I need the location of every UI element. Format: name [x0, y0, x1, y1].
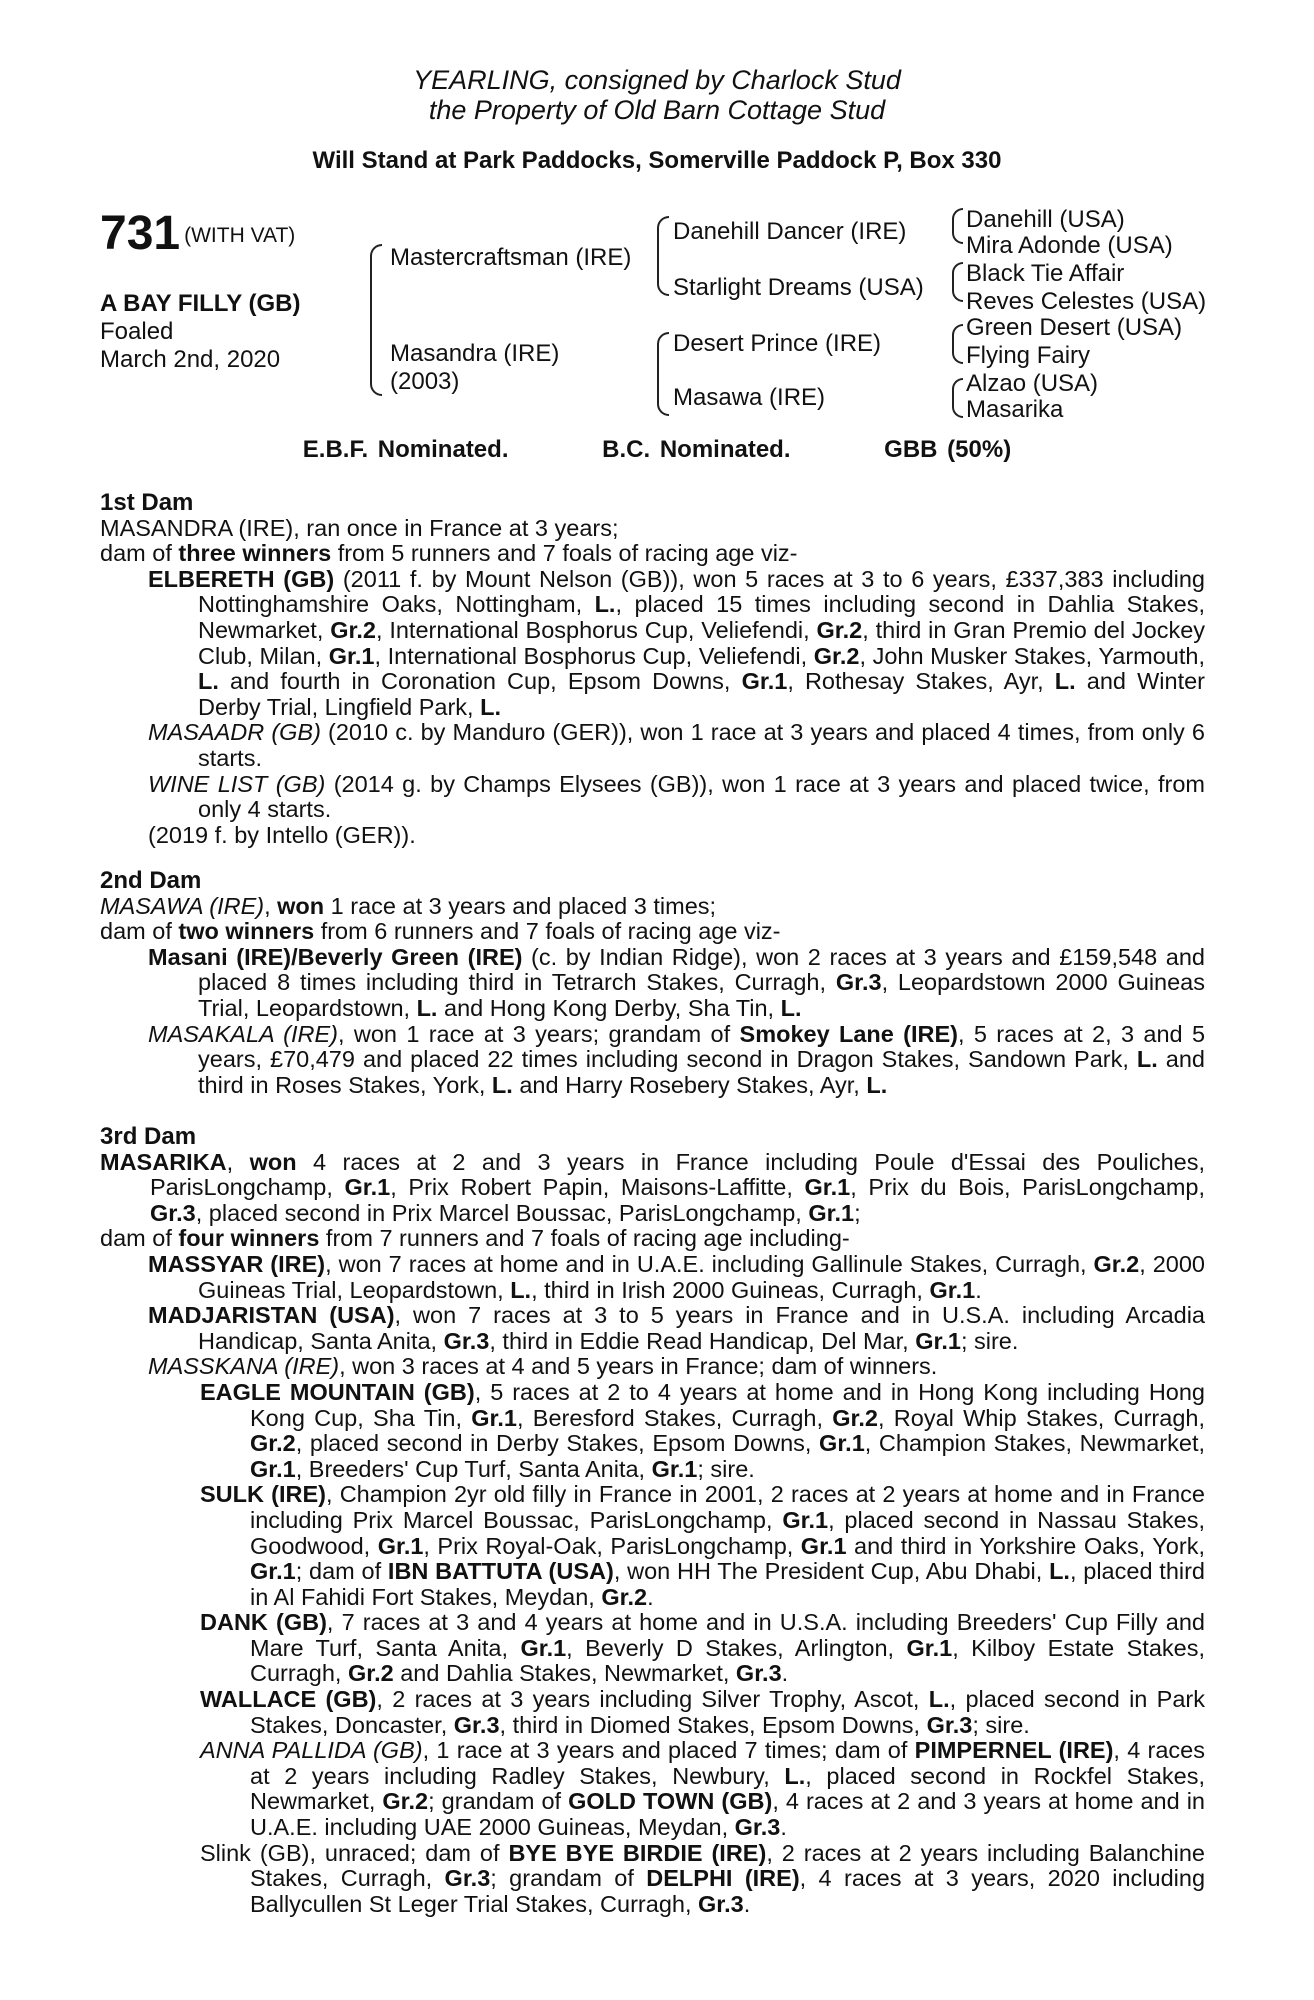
- pedigree-sire-dam: Starlight Dreams (USA): [673, 274, 924, 301]
- third-dam-section: [100, 1124, 1205, 1917]
- vat-note: (WITH VAT): [184, 224, 296, 248]
- produce-entry: MADJARISTAN (USA), won 7 races at 3 to 5 years in France and in U.S.A. including Arcadia Handicap, Santa Anita, Gr.3, third in Eddie Read Handicap, Del Mar, Gr.1; sire.: [148, 1302, 1205, 1354]
- pedigree-bracket: [952, 208, 963, 244]
- dam-line: dam of three winners from 5 runners and 7 foals of racing age viz-: [100, 540, 798, 567]
- gbb-note: GBB (50%): [884, 436, 1012, 463]
- pedigree-ancestor: Masarika: [966, 396, 1064, 423]
- produce-entry: EAGLE MOUNTAIN (GB), 5 races at 2 to 4 years at home and in Hong Kong including Hong Kong Cup, Sha Tin, Gr.1, Beresford Stakes, Curragh, Gr.2, Royal Whip Stakes, Curragh, Gr.2, placed second in Derby Stakes, Epsom Downs, Gr.1, Champion Stakes, Newmarket, Gr.1, Breeders' Cup Turf, Santa Anita, Gr.1; sire.: [200, 1378, 1206, 1482]
- nominations: [0, 436, 1314, 464]
- dam-line: MASARIKA, won 4 races at 2 and 3 years in France including Poule d'Essai des Pouliches, ParisLongchamp, Gr.1, Prix Robert Papin, Maisons-Laffitte, Gr.1, Prix du Bois, ParisLongchamp, Gr.3, placed second in Prix Marcel Boussac, ParisLongchamp, Gr.1;: [100, 1148, 1206, 1226]
- produce-entry: MASSKANA (IRE), won 3 races at 4 and 5 years in France; dam of winners.: [148, 1353, 938, 1380]
- pedigree-bracket: [657, 216, 669, 296]
- pedigree-ancestor: Mira Adonde (USA): [966, 232, 1173, 259]
- first-dam-section: [100, 490, 1205, 848]
- section-heading: 2nd Dam: [100, 867, 202, 894]
- dam-line: MASAWA (IRE), won 1 race at 3 years and placed 3 times;: [100, 892, 717, 919]
- pedigree-dam: Masandra (IRE): [390, 340, 560, 367]
- lot-name: A BAY FILLY (GB): [100, 290, 301, 317]
- header-line-property: the Property of Old Barn Cottage Stud: [428, 95, 886, 125]
- produce-entry: Slink (GB), unraced; dam of BYE BYE BIRDIE (IRE), 2 races at 2 years including Balanchine Stakes, Curragh, Gr.3; grandam of DELPHI (IRE), 4 races at 3 years, 2020 including Ballycullen St Leger Trial Stakes, Curragh, Gr.3.: [200, 1839, 1206, 1917]
- pedigree-sire: Mastercraftsman (IRE): [390, 244, 632, 271]
- pedigree-sire-sire: Danehill Dancer (IRE): [673, 218, 907, 245]
- pedigree-ancestor: Danehill (USA): [966, 206, 1125, 233]
- pedigree-ancestor: Alzao (USA): [966, 370, 1099, 397]
- dam-line: dam of four winners from 7 runners and 7 foals of racing age including-: [100, 1225, 850, 1252]
- produce-entry: WINE LIST (GB) (2014 g. by Champs Elysees (GB)), won 1 race at 3 years and placed twice, from only 4 starts.: [148, 770, 1205, 823]
- pedigree-bracket: [952, 378, 963, 418]
- produce-entry: Masani (IRE)/Beverly Green (IRE) (c. by Indian Ridge), won 2 races at 3 years and £159,548 and placed 8 times including third in Tetrarch Stakes, Curragh, Gr.3, Leopardstown 2000 Guineas Trial, Leopardstown, L. and Hong Kong Derby, Sha Tin, L.: [148, 943, 1205, 1021]
- produce-entry: ELBERETH (GB) (2011 f. by Mount Nelson (GB)), won 5 races at 3 to 6 years, £337,383 including Nottinghamshire Oaks, Nottingham, L., placed 15 times including second in Dahlia Stakes, Newmarket, Gr.2, International Bosphorus Cup, Veliefendi, Gr.2, third in Gran Premio del Jockey Club, Milan, Gr.1, International Bosphorus Cup, Veliefendi, Gr.2, John Musker Stakes, Yarmouth, L. and fourth in Coronation Cup, Epsom Downs, Gr.1, Rothesay Stakes, Ayr, L. and Winter Derby Trial, Lingfield Park, L.: [148, 565, 1206, 720]
- bc-nomination: B.C. Nominated.: [602, 436, 791, 463]
- pedigree-bracket: [952, 262, 963, 302]
- pedigree-ancestor: Black Tie Affair: [966, 260, 1125, 287]
- section-heading: 1st Dam: [100, 489, 194, 516]
- produce-entry: WALLACE (GB), 2 races at 3 years including Silver Trophy, Ascot, L., placed second in Park Stakes, Doncaster, Gr.3, third in Diomed Stakes, Epsom Downs, Gr.3; sire.: [200, 1686, 1205, 1738]
- produce-entry: SULK (IRE), Champion 2yr old filly in France in 2001, 2 races at 2 years at home and in France including Prix Marcel Boussac, ParisLongchamp, Gr.1, placed second in Nassau Stakes, Goodwood, Gr.1, Prix Royal-Oak, ParisLongchamp, Gr.1 and third in Yorkshire Oaks, York, Gr.1; dam of IBN BATTUTA (USA), won HH The President Cup, Abu Dhabi, L., placed third in Al Fahidi Fort Stakes, Meydan, Gr.2.: [200, 1481, 1206, 1610]
- pedigree-bracket: [657, 332, 669, 416]
- dam-line: MASANDRA (IRE), ran once in France at 3 years;: [100, 514, 619, 541]
- header-line-consignor: YEARLING, consigned by Charlock Stud: [413, 65, 901, 95]
- produce-entry: DANK (GB), 7 races at 3 and 4 years at home and in U.S.A. including Breeders' Cup Filly and Mare Turf, Santa Anita, Gr.1, Beverly D Stakes, Arlington, Gr.1, Kilboy Estate Stakes, Curragh, Gr.2 and Dahlia Stakes, Newmarket, Gr.3.: [200, 1609, 1205, 1687]
- produce-entry: (2019 f. by Intello (GER)).: [148, 821, 416, 848]
- pedigree-bracket: [952, 324, 963, 364]
- pedigree-ancestor: Flying Fairy: [966, 342, 1091, 369]
- produce-entry: MASSYAR (IRE), won 7 races at home and in U.A.E. including Gallinule Stakes, Curragh, Gr.2, 2000 Guineas Trial, Leopardstown, L., third in Irish 2000 Guineas, Curragh, Gr.1.: [148, 1250, 1205, 1303]
- foaled-label: Foaled: [100, 318, 174, 345]
- produce-entry: ANNA PALLIDA (GB), 1 race at 3 years and placed 7 times; dam of PIMPERNEL (IRE), 4 races at 2 years including Radley Stakes, Newbury, L., placed second in Rockfel Stakes, Newmarket, Gr.2; grandam of GOLD TOWN (GB), 4 races at 2 and 3 years at home and in U.A.E. including UAE 2000 Guineas, Meydan, Gr.3.: [200, 1737, 1206, 1841]
- ebf-nomination: E.B.F. Nominated.: [302, 436, 509, 463]
- foaled-date: March 2nd, 2020: [100, 346, 281, 373]
- second-dam-section: [100, 868, 1205, 1098]
- section-heading: 3rd Dam: [100, 1123, 197, 1150]
- pedigree-dam-year: (2003): [390, 368, 460, 395]
- pedigree-dam-sire: Desert Prince (IRE): [673, 330, 882, 357]
- pedigree-ancestor: Green Desert (USA): [966, 314, 1183, 341]
- produce-entry: MASAKALA (IRE), won 1 race at 3 years; grandam of Smokey Lane (IRE), 5 races at 2, 3 and 5 years, £70,479 and placed 22 times including second in Dragon Stakes, Sandown Park, L. and third in Roses Stakes, York, L. and Harry Rosebery Stakes, Ayr, L.: [148, 1020, 1206, 1098]
- dam-line: dam of two winners from 6 runners and 7 foals of racing age viz-: [100, 918, 781, 945]
- pedigree-dam-dam: Masawa (IRE): [673, 384, 826, 411]
- produce-entry: MASAADR (GB) (2010 c. by Manduro (GER)), won 1 race at 3 years and placed 4 times, from only 6 starts.: [148, 719, 1205, 771]
- header-line-location: Will Stand at Park Paddocks, Somerville Paddock P, Box 330: [312, 147, 1002, 174]
- lot-number: 731 (WITH VAT): [100, 207, 296, 260]
- pedigree-ancestor: Reves Celestes (USA): [966, 288, 1207, 315]
- pedigree-bracket: [370, 244, 382, 396]
